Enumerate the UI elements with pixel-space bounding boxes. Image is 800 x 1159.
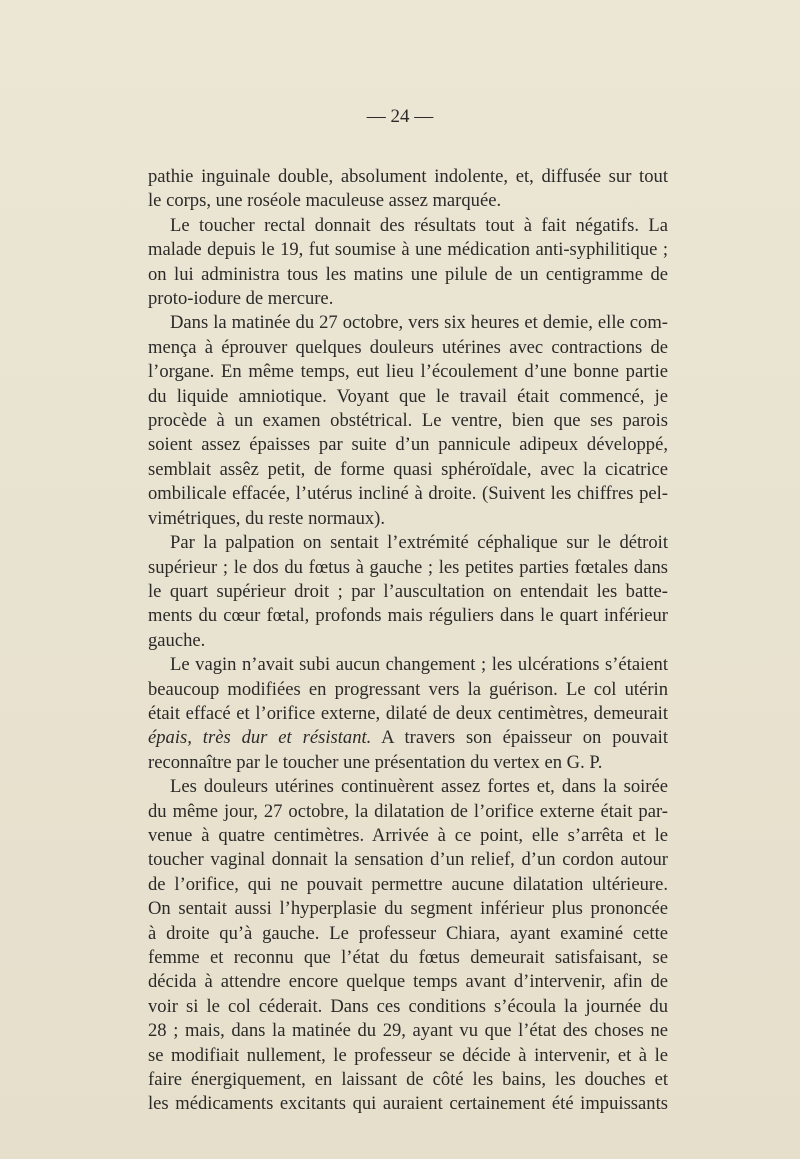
text-line: ombilicale effacée, l’utérus incliné à droite. (Suivent les chiffres pel-: [148, 483, 668, 505]
paragraph-2: [148, 214, 668, 312]
text-line: Par la palpation on sentait l’extrémité céphalique sur le détroit: [170, 532, 668, 554]
text-line: venue à quatre centimètres. Arrivée à ce point, elle s’arrêta et le: [148, 824, 668, 846]
text-line: soient assez épaisses par suite d’un pannicule adipeux développé,: [148, 434, 668, 456]
text-line: faire énergiquement, en laissant de côté les bains, les douches et: [148, 1069, 668, 1091]
text-line-with-italics: [148, 726, 668, 750]
text-line: on lui administra tous les matins une pilule de un centigramme de: [148, 263, 668, 285]
text-line: beaucoup modifiées en progressant vers la guérison. Le col utérin: [148, 678, 668, 700]
text-line: mença à éprouver quelques douleurs utérines avec contractions de: [148, 336, 668, 358]
italic-phrase: épais, très dur et résistant.: [148, 727, 372, 749]
text-line: 28 ; mais, dans la matinée du 29, ayant vu que l’état des choses ne: [148, 1020, 668, 1042]
text-line: le quart supérieur droit ; par l’auscultation on entendait les batte-: [148, 580, 668, 602]
text-line: du même jour, 27 octobre, la dilatation de l’orifice externe était par-: [148, 800, 668, 822]
paragraph-4: [148, 531, 668, 653]
body-text: [148, 165, 668, 1117]
text-line: supérieur ; le dos du fœtus à gauche ; les petites parties fœtales dans: [148, 556, 668, 578]
text-line: voir si le col céderait. Dans ces conditions s’écoula la journée du: [148, 995, 668, 1017]
text-line: le corps, une roséole maculeuse assez marquée.: [148, 190, 502, 212]
text-line: Le vagin n’avait subi aucun changement ; les ulcérations s’étaient: [170, 654, 668, 676]
text-line: femme et reconnu que l’état du fœtus demeurait satisfaisant, se: [148, 947, 668, 968]
paragraph-5: [148, 653, 668, 775]
text-line: semblait assêz petit, de forme quasi sphéroïdale, avec la cicatrice: [148, 458, 668, 480]
text-line: Le toucher rectal donnait des résultats tout à fait négatifs. La: [170, 214, 668, 236]
text-line: procède à un examen obstétrical. Le ventre, bien que ses parois: [148, 410, 668, 432]
text-line: était effacé et l’orifice externe, dilaté de deux centimètres, demeurait: [148, 702, 668, 724]
text-line: à droite qu’à gauche. Le professeur Chiara, ayant examiné cette: [148, 922, 668, 944]
text-line: vimétriques, du reste normaux).: [148, 507, 386, 529]
text-line: ments du cœur fœtal, profonds mais réguliers dans le quart inférieur: [148, 605, 668, 627]
text-line: Les douleurs utérines continuèrent assez fortes et, dans la soirée: [170, 776, 668, 798]
text-line: pathie inguinale double, absolument indolente, et, diffusée sur tout: [148, 166, 668, 187]
paragraph-6: [148, 775, 668, 1117]
text-line: gauche.: [148, 629, 206, 651]
text-line: malade depuis le 19, fut soumise à une médication anti-syphilitique ;: [148, 239, 668, 261]
text-line: décida à attendre encore quelque temps avant d’intervenir, afin de: [148, 971, 668, 993]
paragraph-1: [148, 165, 668, 214]
text-line: On sentait aussi l’hyperplasie du segment inférieur plus prononcée: [148, 898, 668, 920]
text-line: proto-iodure de mercure.: [148, 288, 334, 310]
page-number: — 24 —: [366, 106, 434, 127]
text-line: Dans la matinée du 27 octobre, vers six heures et demie, elle com-: [170, 312, 668, 334]
text-line: se modifiait nullement, le professeur se décide à intervenir, et à le: [148, 1044, 668, 1066]
text-line: toucher vaginal donnait la sensation d’un relief, d’un cordon autour: [148, 849, 668, 871]
paragraph-3: [148, 311, 668, 531]
line-remainder: A travers son épaisseur on pouvait: [371, 727, 668, 749]
text-line: du liquide amniotique. Voyant que le travail était commencé, je: [148, 385, 668, 407]
text-line: reconnaître par le toucher une présentation du vertex en G. P.: [148, 751, 603, 773]
text-line: de l’orifice, qui ne pouvait permettre aucune dilatation ultérieure.: [148, 873, 668, 895]
text-line: les médicaments excitants qui auraient certainement été impuissants: [148, 1093, 668, 1115]
text-line: l’organe. En même temps, eut lieu l’écoulement d’une bonne partie: [148, 361, 668, 383]
